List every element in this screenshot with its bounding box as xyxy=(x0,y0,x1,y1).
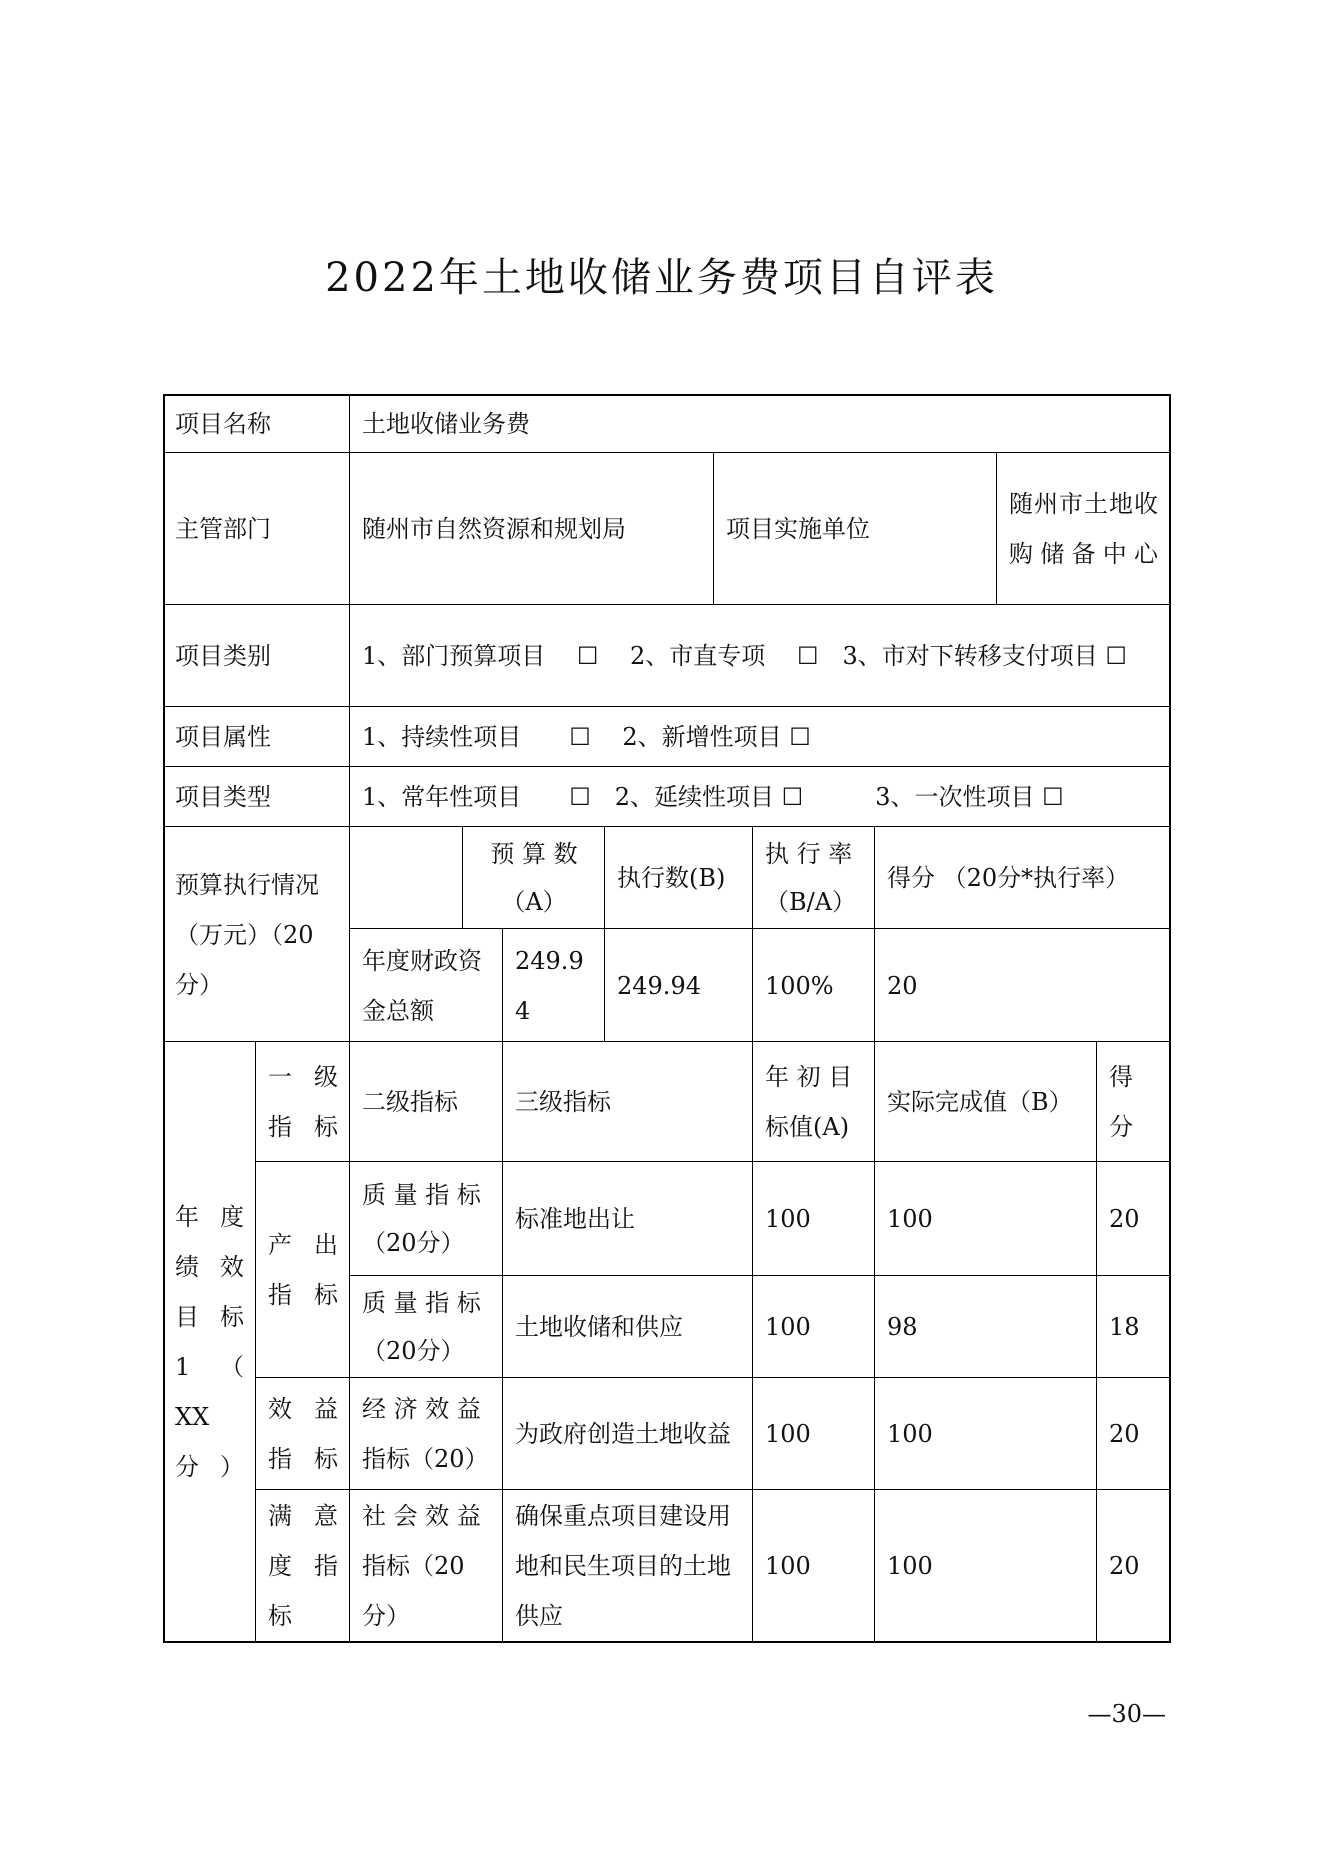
label-project-name-text: 项目名称 xyxy=(175,410,271,438)
header-target xyxy=(753,1042,875,1162)
vline-right xyxy=(1169,394,1171,1643)
header-budget-count-text: 预 算 数（A） xyxy=(490,840,578,916)
actual-row-a-text: 100 xyxy=(887,1205,933,1233)
vline-perf-target xyxy=(874,1041,875,1642)
label-attribute-text: 项目属性 xyxy=(175,723,271,751)
label-impl-unit xyxy=(714,453,997,605)
l2-row-b-text: 质 量 指 标（20分） xyxy=(362,1289,481,1365)
hline-5 xyxy=(163,826,1171,827)
value-impl-unit xyxy=(997,453,1170,605)
label-output-indicator-text: 产 出 指标 xyxy=(268,1231,338,1309)
score-row-a-text: 20 xyxy=(1109,1205,1140,1233)
score-row-b-text: 18 xyxy=(1109,1313,1140,1341)
value-attribute-text: 1、持续性项目 ☐ 2、新增性项目 ☐ xyxy=(362,723,811,751)
header-exec-rate xyxy=(753,827,875,929)
vline-budget-d xyxy=(874,826,875,1042)
actual-row-c-text: 100 xyxy=(887,1420,933,1448)
vline-budget-c xyxy=(752,826,753,1042)
vline-perf-actual xyxy=(1096,1041,1097,1642)
value-department xyxy=(350,453,714,605)
header-target-text: 年 初 目 标值(A) xyxy=(765,1063,853,1141)
target-row-b xyxy=(753,1276,875,1378)
label-category xyxy=(163,605,350,707)
header-level3 xyxy=(503,1042,753,1162)
value-score xyxy=(875,929,1170,1042)
l2-row-a xyxy=(350,1162,503,1276)
vline-budget-b xyxy=(604,826,605,1042)
header-exec-rate-text: 执 行 率（B/A） xyxy=(765,840,857,916)
label-type-text: 项目类型 xyxy=(175,783,271,811)
label-budget xyxy=(163,827,350,1042)
actual-row-d-text: 100 xyxy=(887,1552,933,1580)
l2-row-c xyxy=(350,1378,503,1490)
header-level3-text: 三级指标 xyxy=(515,1088,611,1116)
hline-3 xyxy=(163,706,1171,707)
actual-row-a xyxy=(875,1162,1097,1276)
value-budget xyxy=(503,929,605,1042)
hline-budget-mid xyxy=(350,928,1171,929)
value-attribute xyxy=(350,707,1170,767)
value-score-text: 20 xyxy=(887,971,918,1000)
l2-row-d xyxy=(350,1490,503,1642)
value-project-name xyxy=(350,395,1170,453)
score-row-d xyxy=(1097,1490,1170,1642)
label-category-text: 项目类别 xyxy=(175,642,271,670)
value-rate-text: 100% xyxy=(765,971,834,1000)
header-exec-count-text: 执行数(B) xyxy=(617,864,726,892)
score-row-a xyxy=(1097,1162,1170,1276)
header-perf-score-text: 得 分 xyxy=(1109,1063,1133,1141)
l3-row-b-text: 土地收储和供应 xyxy=(515,1313,683,1341)
hline-perf-a xyxy=(350,1275,1171,1276)
target-row-a xyxy=(753,1162,875,1276)
label-annual-funds xyxy=(350,929,503,1042)
target-row-c-text: 100 xyxy=(765,1420,811,1448)
header-level2 xyxy=(350,1042,503,1162)
header-level1-text: 一 级 指标 xyxy=(268,1063,338,1141)
hline-4 xyxy=(163,766,1171,767)
header-level2-text: 二级指标 xyxy=(362,1088,458,1116)
vline-perf-l2 xyxy=(502,1041,503,1642)
actual-row-b-text: 98 xyxy=(887,1313,918,1341)
score-row-b xyxy=(1097,1276,1170,1378)
page-title: 2022年土地收储业务费项目自评表 xyxy=(325,255,998,301)
hline-1 xyxy=(163,452,1171,453)
actual-row-d xyxy=(875,1490,1097,1642)
label-satisfaction-indicator xyxy=(256,1490,350,1642)
vline-perf-label xyxy=(255,1041,256,1642)
hline-perf-b xyxy=(256,1377,1171,1378)
value-category-text: 1、部门预算项目 ☐ 2、市直专项 ☐ 3、市对下转移支付项目 ☐ xyxy=(362,642,1127,670)
target-row-d xyxy=(753,1490,875,1642)
label-output-indicator xyxy=(256,1162,350,1378)
page-number: —30— xyxy=(1087,1700,1166,1728)
value-impl-unit-text: 随州市土地收购储备中心 xyxy=(1009,490,1158,568)
label-performance-text: 年 度 绩 效 目 标 1 （ XX 分） xyxy=(175,1203,244,1481)
header-level1 xyxy=(256,1042,350,1162)
l3-row-d xyxy=(503,1490,753,1642)
hline-bottom xyxy=(163,1641,1171,1643)
label-budget-text: 预算执行情况（万元）（20分） xyxy=(175,870,319,999)
hline-perf-header xyxy=(256,1161,1171,1162)
value-department-text: 随州市自然资源和规划局 xyxy=(362,515,626,543)
label-impl-unit-text: 项目实施单位 xyxy=(726,515,870,543)
vline-dept-a xyxy=(713,452,714,605)
header-exec-count xyxy=(605,827,753,929)
header-perf-score xyxy=(1097,1042,1170,1162)
label-benefit-indicator xyxy=(256,1378,350,1490)
value-type xyxy=(350,767,1170,827)
header-budget-count xyxy=(463,827,605,929)
header-actual xyxy=(875,1042,1097,1162)
label-department-text: 主管部门 xyxy=(175,515,271,543)
actual-row-c xyxy=(875,1378,1097,1490)
vline-left xyxy=(163,394,165,1643)
hline-top xyxy=(163,394,1171,396)
label-type xyxy=(163,767,350,827)
l3-row-d-text: 确保重点项目建设用地和民生项目的土地供应 xyxy=(515,1502,731,1630)
actual-row-b xyxy=(875,1276,1097,1378)
value-type-text: 1、常年性项目 ☐ 2、延续性项目 ☐ 3、一次性项目 ☐ xyxy=(362,783,1064,811)
vline-budget-a-bottom xyxy=(502,928,503,1042)
vline-perf-l3 xyxy=(752,1041,753,1642)
l3-row-c-text: 为政府创造土地收益 xyxy=(515,1420,731,1448)
l3-row-a xyxy=(503,1162,753,1276)
target-row-c xyxy=(753,1378,875,1490)
l2-row-a-text: 质 量 指 标（20分） xyxy=(362,1181,481,1257)
label-satisfaction-indicator-text: 满 意 度 指 标 xyxy=(268,1502,338,1630)
label-performance xyxy=(163,1042,256,1642)
label-benefit-indicator-text: 效 益 指标 xyxy=(268,1395,338,1473)
value-rate xyxy=(753,929,875,1042)
l2-row-d-text: 社 会 效 益 指标（20分） xyxy=(362,1502,481,1630)
value-budget-text: 249.94 xyxy=(515,946,584,1025)
header-score xyxy=(875,827,1170,929)
l3-row-a-text: 标准地出让 xyxy=(515,1205,635,1233)
l2-row-b xyxy=(350,1276,503,1378)
label-department xyxy=(163,453,350,605)
hline-6 xyxy=(163,1041,1171,1042)
target-row-b-text: 100 xyxy=(765,1313,811,1341)
vline-dept-b xyxy=(996,452,997,605)
value-project-name-text: 土地收储业务费 xyxy=(362,410,530,438)
label-attribute xyxy=(163,707,350,767)
value-category xyxy=(350,605,1170,707)
l3-row-b xyxy=(503,1276,753,1378)
value-exec-text: 249.94 xyxy=(617,971,701,1000)
value-exec xyxy=(605,929,753,1042)
hline-perf-c xyxy=(256,1489,1171,1490)
score-row-c-text: 20 xyxy=(1109,1420,1140,1448)
vline-budget-a-top xyxy=(462,826,463,929)
vline-label xyxy=(349,394,350,1042)
l3-row-c xyxy=(503,1378,753,1490)
l2-row-c-text: 经 济 效 益 指标（20） xyxy=(362,1395,489,1473)
header-score-text: 得分 （20分*执行率） xyxy=(887,864,1130,892)
header-actual-text: 实际完成值（B） xyxy=(887,1088,1073,1116)
label-annual-funds-text: 年度财政资金总额 xyxy=(362,946,482,1025)
vline-perf-l1 xyxy=(349,1041,350,1642)
target-row-d-text: 100 xyxy=(765,1552,811,1580)
hline-2 xyxy=(163,604,1171,605)
score-row-c xyxy=(1097,1378,1170,1490)
label-project-name xyxy=(163,395,350,453)
target-row-a-text: 100 xyxy=(765,1205,811,1233)
score-row-d-text: 20 xyxy=(1109,1552,1140,1580)
